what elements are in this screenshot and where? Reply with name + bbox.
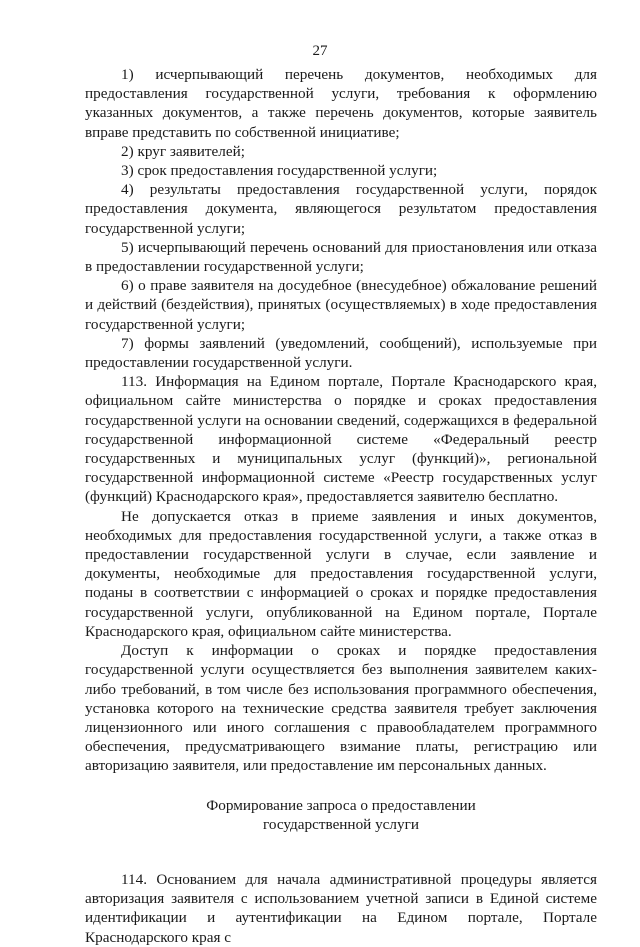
document-body [85, 65, 597, 947]
section-heading-line-2: государственной услуги [263, 815, 419, 833]
paragraph-refusal: Не допускается отказ в приеме заявления и иных документов, необходимых для предоставления государственной услуги, а также отказ в предоставлении государственной услуги в случае, если заявление и документы, необходимые для предоставления государственной услуги, поданы в соответствии с информацией о сроках и порядке предоставления государственной услуги, опубликованной на Едином портале, Портале Краснодарского края, официальном сайте министерства. [85, 507, 597, 640]
list-item-7: 7) формы заявлений (уведомлений, сообщений), используемые при предоставлении государственной услуги. [85, 334, 597, 372]
page-number: 27 [312, 43, 328, 59]
list-item-2: 2) круг заявителей; [121, 142, 245, 160]
paragraph-114: 114. Основанием для начала административной процедуры является авторизация заявителя с использованием учетной записи в Единой системе идентификации и аутентификации на Едином портале, Портале Краснодарского края с [85, 870, 597, 946]
paragraph-113: 113. Информация на Едином портале, Портале Краснодарского края, официальном сайте министерства о порядке и сроках предоставления государственной услуги на основании сведений, содержащихся в федеральной государственной информационной системе «Федеральный реестр государственных и муниципальных услуг (функций)», региональной государственной информационной системе «Реестр государственных услуг (функций) Краснодарского края», предоставляется заявителю бесплатно. [85, 373, 597, 506]
list-item-1: 1) исчерпывающий перечень документов, необходимых для предоставления государственной услуги, требования к оформлению указанных документов, а также перечень документов, которые заявитель вправе представить по собственной инициативе; [85, 66, 597, 141]
list-item-5: 5) исчерпывающий перечень оснований для приостановления или отказа в предоставлении государственной услуги; [85, 238, 597, 276]
list-item-3: 3) срок предоставления государственной услуги; [121, 162, 438, 180]
list-item-6: 6) о праве заявителя на досудебное (внесудебное) обжалование решений и действий (бездействия), принятых (осуществляемых) в ходе предоставления государственной услуги; [85, 277, 597, 333]
paragraph-access: Доступ к информации о сроках и порядке предоставления государственной услуги осуществляется без выполнения заявителем каких-либо требований, в том числе без использования программного обеспечения, установка которого на технические средства заявителя требует заключения лицензионного или иного соглашения с правообладателем программного обеспечения, предусматривающего взимание платы, регистрацию или авторизацию заявителя, или предоставление им персональных данных. [85, 642, 597, 775]
section-heading [85, 796, 597, 834]
list-item-4: 4) результаты предоставления государственной услуги, порядок предоставления документа, являющегося результатом предоставления государственной услуги; [85, 181, 597, 237]
section-heading-line-1: Формирование запроса о предоставлении [206, 796, 476, 814]
